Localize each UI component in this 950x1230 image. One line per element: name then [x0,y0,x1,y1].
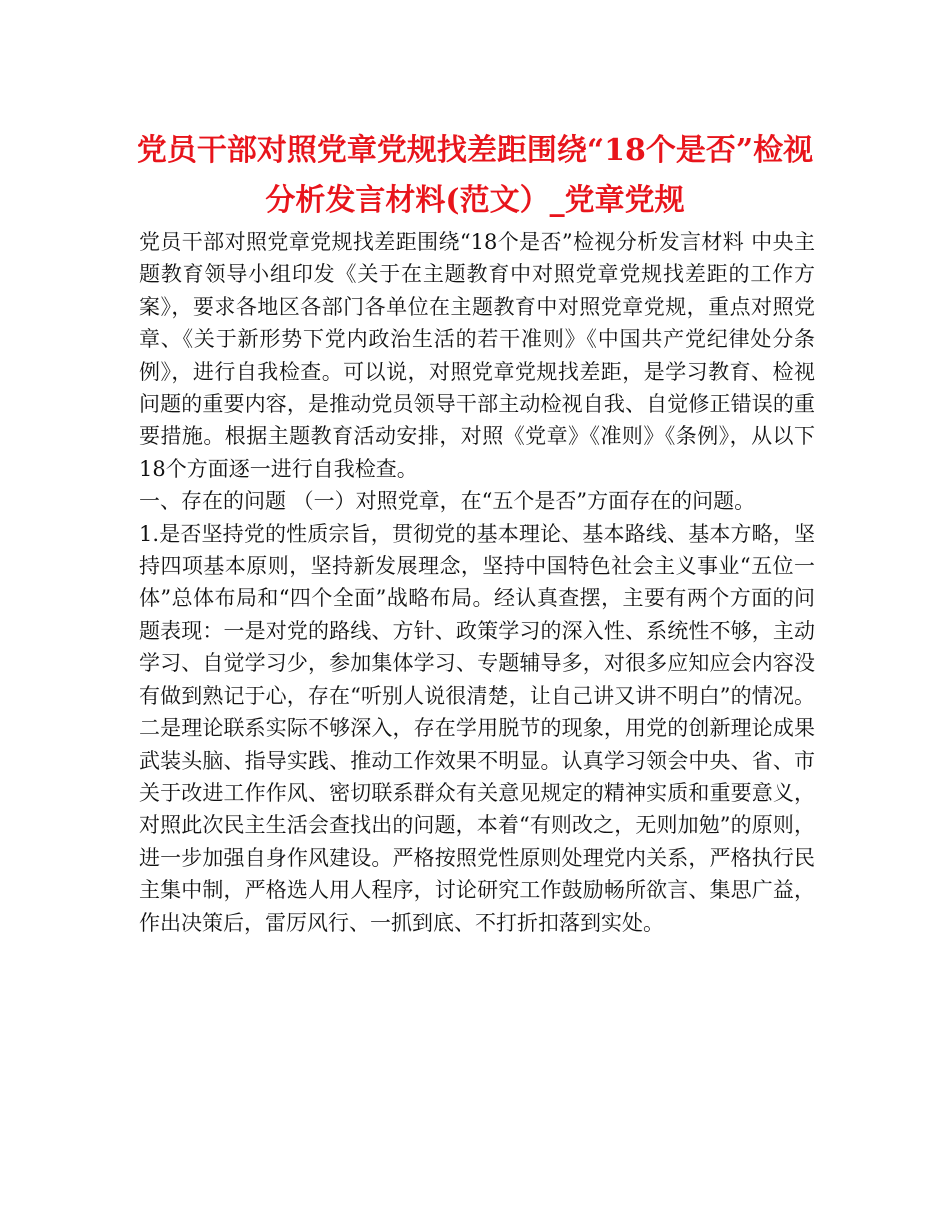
paragraph-intro: 党员干部对照党章党规找差距围绕“18个是否”检视分析发言材料 中央主题教育领导小组印发《关于在主题教育中对照党章党规找差距的工作方案》，要求各地区各部门各单位在主题教育中对照党章党规，重点对照党章、《关于新形势下党内政治生活的若干准则》《中国共产党纪律处分条例》，进行自我检查。可以说，对照党章党规找差距，是学习教育、检视问题的重要内容，是推动党员领导干部主动检视自我、自觉修正错误的重要措施。根据主题教育活动安排，对照《党章》《准则》《条例》，从以下18个方面逐一进行自我检查。 [139,230,815,481]
document-title [110,126,840,226]
title-line-1: 党员干部对照党章党规找差距围绕“18个是否”检视 [136,133,814,168]
document-body [139,226,815,939]
title-line-2: 分析发言材料(范文）_党章党规 [265,183,685,218]
paragraph-section-heading: 一、存在的问题 （一）对照党章，在“五个是否”方面存在的问题。 [139,489,756,514]
paragraph-item-1: 1.是否坚持党的性质宗旨，贯彻党的基本理论、基本路线、基本方略，坚持四项基本原则，坚持新发展理念，坚持中国特色社会主义事业“五位一体”总体布局和“四个全面”战略布局。经认真查摆，主要有两个方面的问题表现：一是对党的路线、方针、政策学习的深入性、系统性不够，主动学习、自觉学习少，参加集体学习、专题辅导多，对很多应知应会内容没有做到熟记于心，存在“听别人说很清楚，让自己讲又讲不明白”的情况。二是理论联系实际不够深入，存在学用脱节的现象，用党的创新理论成果武装头脑、指导实践、推动工作效果不明显。认真学习领会中央、省、市关于改进工作作风、密切联系群众有关意见规定的精神实质和重要意义，对照此次民主生活会查找出的问题，本着“有则改之，无则加勉”的原则，进一步加强自身作风建设。严格按照党性原则处理党内关系，严格执行民主集中制，严格选人用人程序，讨论研究工作鼓励畅所欲言、集思广益，作出决策后，雷厉风行、一抓到底、不打折扣落到实处。 [139,521,815,935]
